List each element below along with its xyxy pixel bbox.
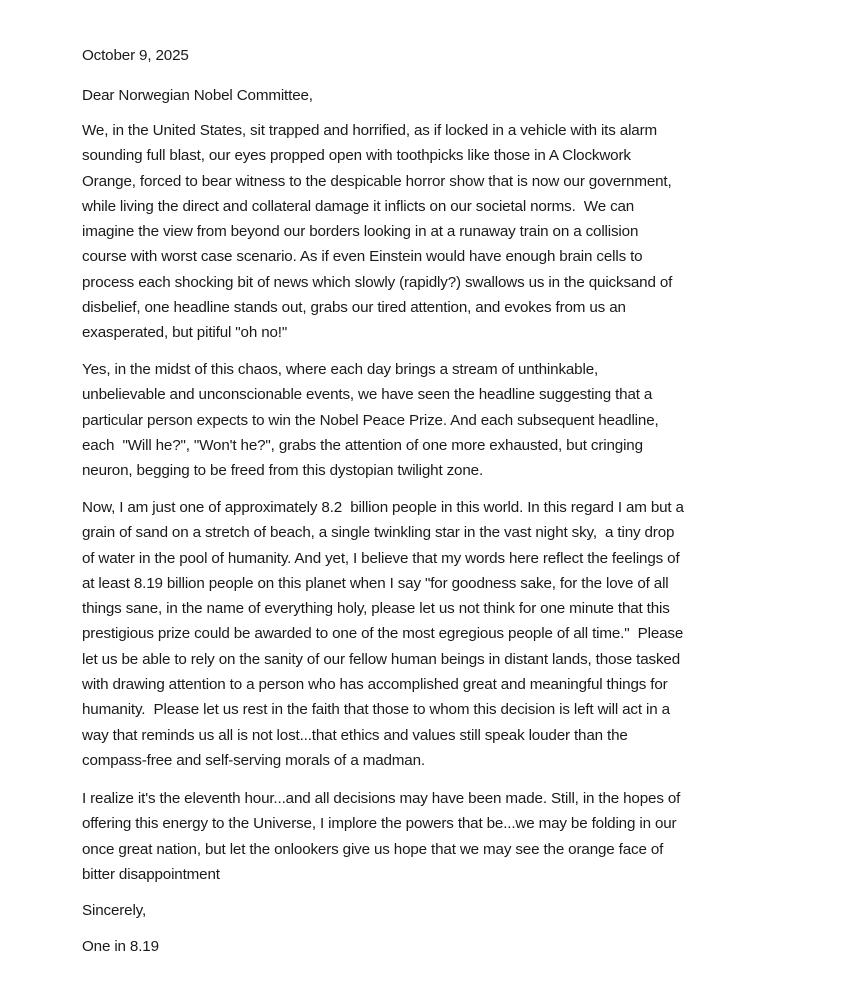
paragraph-line: of water in the pool of humanity. And yet, I believe that my words here reflect the feelings of xyxy=(82,549,680,567)
paragraph-line: once great nation, but let the onlookers give us hope that we may see the orange face of xyxy=(82,840,664,858)
paragraph-line: Orange, forced to bear witness to the despicable horror show that is now our government, xyxy=(82,172,672,190)
letter-date: October 9, 2025 xyxy=(82,47,189,64)
signature: One in 8.19 xyxy=(82,938,159,955)
paragraph-line: disbelief, one headline stands out, grabs our tired attention, and evokes from us an xyxy=(82,299,626,317)
paragraph-line: Now, I am just one of approximately 8.2 billion people in this world. In this regard I am but a xyxy=(82,499,684,516)
paragraph-line: compass-free and self-serving morals of a madman. xyxy=(82,751,425,769)
paragraph-line: sounding full blast, our eyes propped open with toothpicks like those in A Clockwork xyxy=(82,147,631,165)
paragraph-line: unbelievable and unconscionable events, we have seen the headline suggesting that a xyxy=(82,386,653,404)
paragraph-line: let us be able to rely on the sanity of our fellow human beings in distant lands, those tasked xyxy=(82,650,680,668)
paragraph-line: grain of sand on a stretch of beach, a single twinkling star in the vast night sky, a tiny drop xyxy=(82,524,675,542)
paragraph-line: bitter disappointment xyxy=(82,865,220,883)
paragraph-line: I realize it's the eleventh hour...and all decisions may have been made. Still, in the hopes of xyxy=(82,790,681,807)
paragraph-line: humanity. Please let us rest in the faith that those to whom this decision is left will act in a xyxy=(82,701,670,719)
paragraph-line: neuron, begging to be freed from this dystopian twilight zone. xyxy=(82,462,484,480)
paragraph-line: things sane, in the name of everything holy, please let us not think for one minute that this xyxy=(82,600,670,618)
paragraph-2 xyxy=(82,357,659,483)
closing: Sincerely, xyxy=(82,902,147,919)
paragraph-line: course with worst case scenario. As if even Einstein would have enough brain cells to xyxy=(82,248,643,266)
salutation: Dear Norwegian Nobel Committee, xyxy=(82,87,313,104)
paragraph-line: offering this energy to the Universe, I implore the powers that be...we may be folding in our xyxy=(82,815,677,833)
paragraph-line: imagine the view from beyond our borders looking in at a runaway train on a collision xyxy=(82,223,639,241)
paragraph-line: each "Will he?", "Won't he?", grabs the attention of one more exhausted, but cringing xyxy=(82,436,643,454)
paragraph-line: at least 8.19 billion people on this planet when I say "for goodness sake, for the love of all xyxy=(82,574,669,592)
paragraph-line: We, in the United States, sit trapped and horrified, as if locked in a vehicle with its alarm xyxy=(82,122,657,139)
paragraph-line: while living the direct and collateral damage it inflicts on our societal norms. We can xyxy=(82,197,635,215)
paragraph-line: exasperated, but pitiful "oh no!" xyxy=(82,324,288,342)
paragraph-line: process each shocking bit of news which slowly (rapidly?) swallows us in the quicksand of xyxy=(82,273,673,291)
paragraph-4 xyxy=(82,786,680,887)
paragraph-3 xyxy=(82,495,684,773)
paragraph-line: particular person expects to win the Nobel Peace Prize. And each subsequent headline, xyxy=(82,411,659,429)
paragraph-line: prestigious prize could be awarded to one of the most egregious people of all time." Please xyxy=(82,625,684,643)
paragraph-line: Yes, in the midst of this chaos, where each day brings a stream of unthinkable, xyxy=(82,361,599,378)
paragraph-1 xyxy=(82,118,672,346)
paragraph-line: way that reminds us all is not lost...that ethics and values still speak louder than the xyxy=(82,726,628,744)
paragraph-line: with drawing attention to a person who has accomplished great and meaningful things for xyxy=(82,676,668,694)
